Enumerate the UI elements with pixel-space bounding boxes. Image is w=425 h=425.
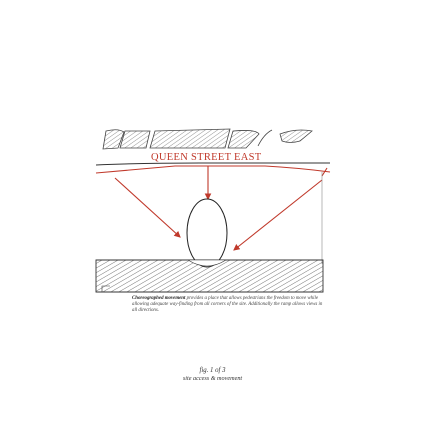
building-curve-5 xyxy=(258,130,272,146)
building-block-4 xyxy=(228,130,259,148)
right-diagonal-path xyxy=(234,180,322,250)
top-buildings xyxy=(103,129,312,149)
figure-title: site access & movement xyxy=(182,375,243,382)
building-block-6 xyxy=(280,130,312,143)
street-label: QUEEN STREET EAST xyxy=(151,152,262,163)
street-edge-line xyxy=(96,163,330,165)
building-block-3 xyxy=(150,129,230,148)
caption xyxy=(132,296,328,315)
building-block-2 xyxy=(120,131,150,148)
street-movement-line xyxy=(96,166,330,173)
caption-body: provides a place that allows pedestrians the freedom to move while allowing adequate way-finding from all corners of the site. Additionally the ramp allows views in all directions. xyxy=(132,296,323,314)
left-diagonal-path xyxy=(115,178,180,237)
caption-lead: Choreographed movement xyxy=(132,296,186,301)
figure-number: fig. 1 of 3 xyxy=(199,367,226,374)
ramp-oval xyxy=(187,199,227,267)
